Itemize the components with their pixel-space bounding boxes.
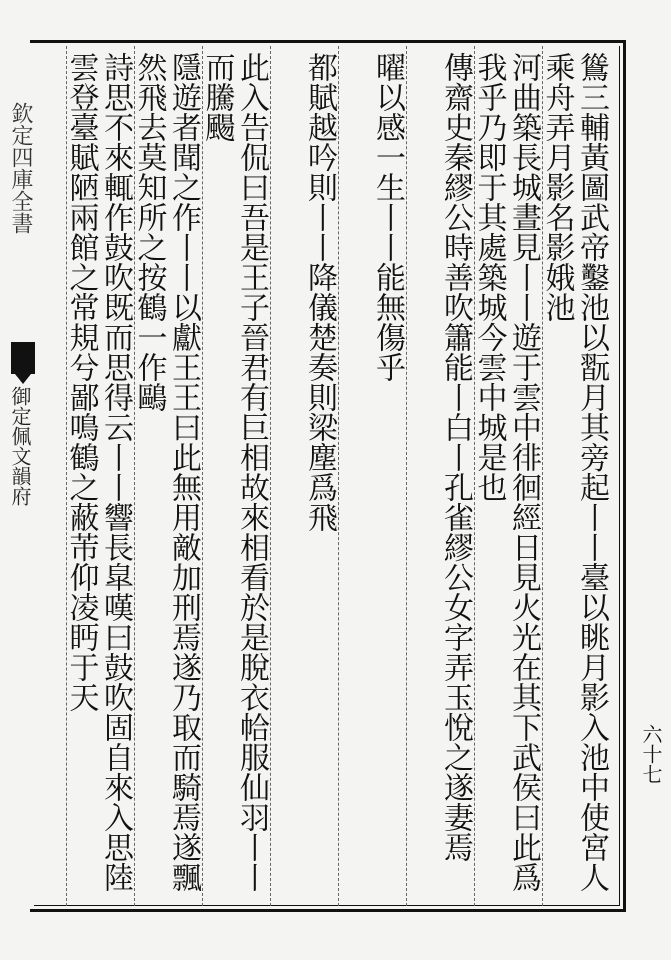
text-column: 隱遊者聞之作丨丨以獻王王曰此無用敵加刑焉遂乃取而騎焉遂飄然飛去莫知所之按鶴一作鷗 (131, 52, 201, 892)
fish-tail-icon (11, 342, 35, 374)
text-column: 詩思不來輒作鼓吹既而思得云丨丨響長皐嘆曰鼓吹固自來入思陸雲登臺賦陋兩館之常規兮鄙鳴鶴之蔽芾仰凌眄于天 (63, 52, 133, 892)
text-column: 傳齋史秦繆公時善吹簫能丨白丨孔雀繆公女字弄玉悅之遂妻焉 (438, 52, 473, 862)
text-column: 都賦越吟則丨丨降儀楚奏則梁塵爲飛 (302, 52, 337, 532)
page-number: 六十七 (639, 724, 663, 784)
column-rule (270, 46, 271, 906)
text-column: 河曲築長城晝見丨丨遊于雲中徘徊經日見火光在其下武侯曰此爲我乎乃即于其處築城今雲中城是也 (471, 52, 541, 892)
margin-top-label: 欽定四庫全書 (8, 102, 33, 234)
column-rule (202, 46, 203, 906)
text-column: 䳷三輔黃圖武帝鑿池以翫月其旁起丨丨臺以眺月影入池中使宮人乘舟弄月影名影娥池 (539, 52, 609, 892)
margin-book-title: 御定佩文韻府 (8, 386, 32, 506)
column-rule (406, 46, 407, 906)
text-column: 曜以感一生丨丨能無傷乎 (370, 52, 405, 382)
column-rule (338, 46, 339, 906)
text-column: 此入告侃曰吾是王子晉君有巨相故來相看於是脫衣帢服仙羽丨丨而騰颺 (199, 52, 269, 892)
margin-column (3, 50, 33, 910)
